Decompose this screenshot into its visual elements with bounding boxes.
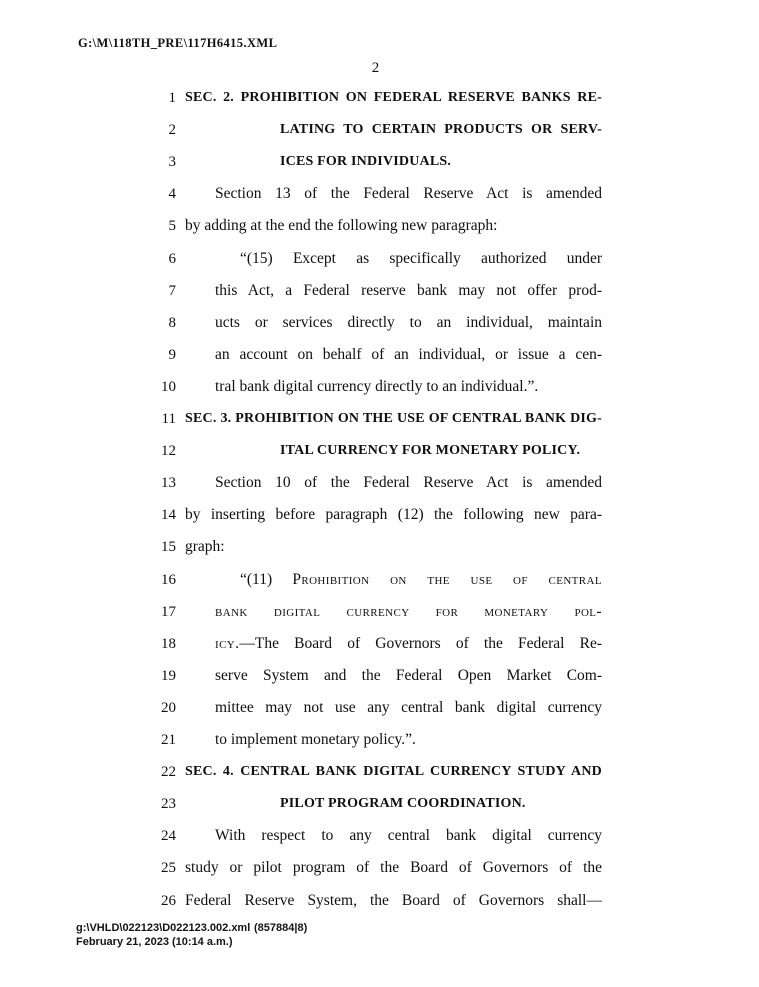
line-number: 17	[161, 603, 176, 620]
text-run: to implement monetary policy.”.	[215, 731, 416, 748]
page-number: 2	[371, 60, 380, 76]
line-text	[215, 377, 602, 397]
document-line	[0, 184, 759, 216]
text-run: LATING TO CERTAIN PRODUCTS OR SERV-	[280, 122, 602, 138]
line-text	[240, 570, 602, 590]
line-number: 12	[161, 443, 176, 460]
line-number: 4	[168, 186, 176, 203]
document-line	[0, 345, 759, 377]
line-number: 5	[168, 218, 176, 235]
line-text	[185, 762, 602, 782]
text-run: PILOT PROGRAM COORDINATION.	[280, 796, 526, 812]
document-header-path: G:\M\118TH_PRE\117H6415.XML	[78, 36, 278, 50]
line-text	[280, 152, 602, 172]
text-run: —The Board of Governors of the Federal Re-	[239, 634, 602, 652]
line-text	[215, 473, 602, 493]
line-text	[185, 858, 602, 878]
line-number: 11	[161, 411, 176, 427]
document-line	[0, 249, 759, 281]
line-number: 22	[161, 764, 176, 781]
text-run: “(15) Except as specifically authorized under	[240, 249, 602, 267]
line-number: 15	[161, 539, 176, 556]
text-run: “(11)	[240, 570, 293, 588]
text-run: serve System and the Federal Open Market Com-	[215, 666, 602, 684]
line-number: 6	[168, 250, 176, 267]
line-text	[215, 634, 602, 654]
document-line	[0, 570, 759, 602]
document-line	[0, 120, 759, 152]
document-line	[0, 505, 759, 537]
text-run: ucts or services directly to an individual, maintain	[215, 313, 602, 331]
text-run: Section 13 of the Federal Reserve Act is amended	[215, 185, 602, 203]
document-line	[0, 216, 759, 248]
line-text	[215, 666, 602, 686]
line-number: 3	[168, 154, 176, 171]
smallcaps-run: Prohibition on the use of central	[292, 570, 602, 588]
document-line	[0, 826, 759, 858]
line-text	[280, 794, 602, 814]
line-number: 18	[161, 635, 176, 652]
line-number: 9	[168, 346, 176, 363]
text-run: an account on behalf of an individual, or issue a cen-	[215, 345, 602, 363]
text-run: by inserting before paragraph (12) the following new para-	[185, 506, 602, 524]
line-number: 10	[161, 378, 176, 395]
line-number: 14	[161, 507, 176, 524]
line-number: 13	[161, 475, 176, 492]
line-text	[280, 441, 602, 461]
line-text	[215, 313, 602, 333]
text-run: study or pilot program of the Board of Governors of the	[185, 859, 602, 877]
document-footer	[76, 921, 636, 949]
document-line	[0, 666, 759, 698]
document-line	[0, 730, 759, 762]
line-text	[240, 249, 602, 269]
document-line	[0, 762, 759, 794]
footer-date: February 21, 2023 (10:14 a.m.)	[76, 936, 233, 948]
line-number: 19	[161, 667, 176, 684]
line-number: 23	[161, 796, 176, 813]
line-text	[185, 537, 602, 557]
line-text	[185, 216, 602, 236]
line-number: 24	[161, 828, 176, 845]
document-line	[0, 441, 759, 473]
line-text	[185, 409, 602, 429]
text-run: With respect to any central bank digital currency	[215, 827, 602, 845]
text-run: this Act, a Federal reserve bank may not offer prod-	[215, 281, 602, 299]
document-line	[0, 377, 759, 409]
footer-file-row	[76, 921, 636, 935]
document-line	[0, 152, 759, 184]
line-number: 21	[161, 732, 176, 748]
document-line	[0, 698, 759, 730]
line-number: 20	[161, 699, 176, 716]
line-text	[280, 120, 602, 140]
line-text	[215, 184, 602, 204]
text-run: by adding at the end the following new paragraph:	[185, 217, 498, 235]
text-run: graph:	[185, 538, 225, 556]
line-text	[185, 891, 602, 911]
line-number: 26	[161, 892, 176, 909]
line-number: 16	[161, 571, 176, 588]
document-line	[0, 409, 759, 441]
line-number: 25	[161, 860, 176, 877]
text-run: Section 10 of the Federal Reserve Act is amended	[215, 474, 602, 492]
line-text	[215, 345, 602, 365]
text-run: tral bank digital currency directly to an individual.”.	[215, 377, 539, 395]
smallcaps-run: bank digital currency for monetary pol-	[215, 602, 602, 620]
text-run: mittee may not use any central bank digital currency	[215, 698, 602, 716]
document-line	[0, 313, 759, 345]
line-number: 7	[168, 282, 176, 299]
line-text	[185, 88, 602, 108]
line-text	[215, 281, 602, 301]
document-line	[0, 858, 759, 890]
footer-doc-code: (857884|8)	[254, 922, 308, 934]
text-run: SEC. 3. PROHIBITION ON THE USE OF CENTRAL BANK DIG-	[185, 411, 602, 426]
line-text	[215, 730, 602, 750]
smallcaps-run: icy.	[215, 634, 240, 652]
text-run: ICES FOR INDIVIDUALS.	[280, 154, 452, 170]
line-text	[215, 602, 602, 622]
text-run: SEC. 2. PROHIBITION ON FEDERAL RESERVE BANKS RE-	[185, 90, 602, 105]
document-line	[0, 281, 759, 313]
document-line	[0, 794, 759, 826]
line-number: 8	[168, 314, 176, 331]
document-line	[0, 634, 759, 666]
line-text	[215, 698, 602, 718]
line-text	[215, 826, 602, 846]
document-line	[0, 891, 759, 923]
document-line	[0, 537, 759, 569]
line-number: 1	[168, 90, 176, 106]
line-number: 2	[168, 122, 176, 139]
document-line	[0, 88, 759, 120]
text-run: ITAL CURRENCY FOR MONETARY POLICY.	[280, 443, 581, 459]
text-run: Federal Reserve System, the Board of Governors shall—	[185, 891, 602, 909]
document-line	[0, 602, 759, 634]
document-lines	[0, 88, 759, 928]
footer-file-path: g:\VHLD\022123\D022123.002.xml	[76, 922, 251, 934]
text-run: SEC. 4. CENTRAL BANK DIGITAL CURRENCY STUDY AND	[185, 764, 602, 780]
document-line	[0, 473, 759, 505]
line-text	[185, 505, 602, 525]
